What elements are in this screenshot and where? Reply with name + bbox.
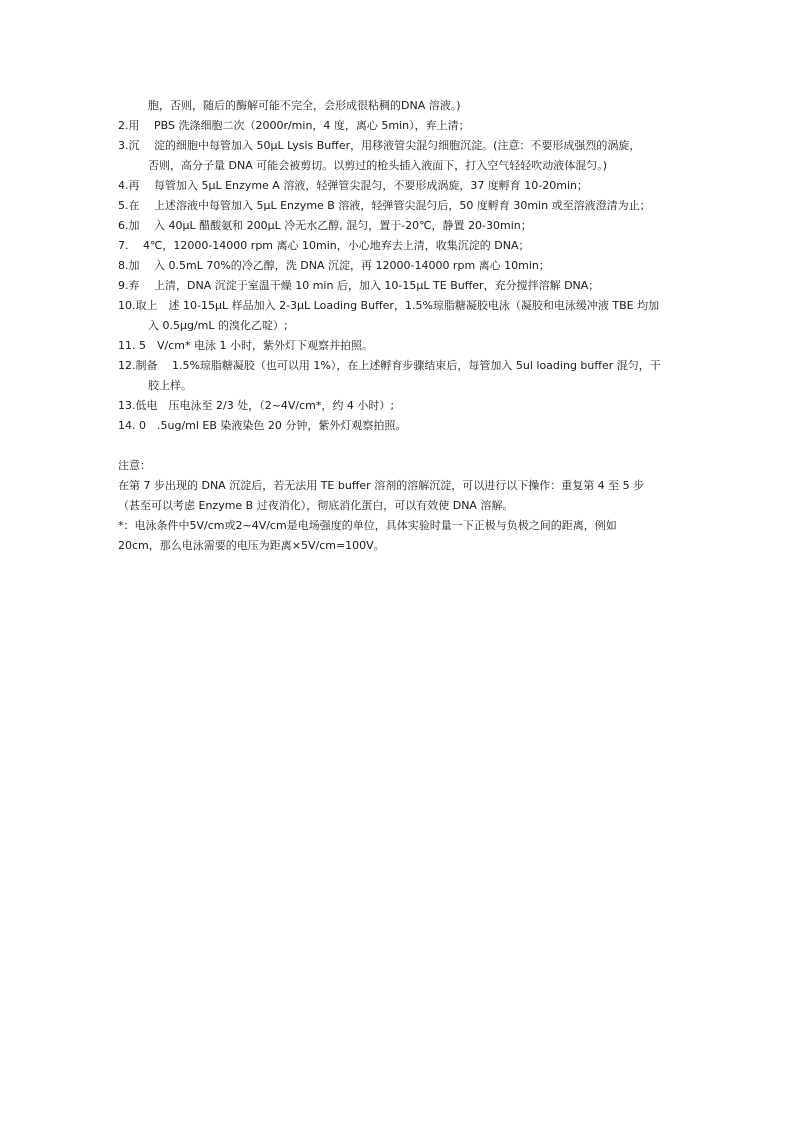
note-line-2: （甚至可以考虑 Enzyme B 过夜消化），彻底消化蛋白，可以有效使 DNA 溶解。 <box>118 499 514 512</box>
protocol-step-3: 3.沉 淀的细胞中每管加入 50μL Lysis Buffer，用移液管尖混匀细胞沉淀。(注意：不要形成强烈的涡旋， <box>118 139 641 152</box>
protocol-step-8: 8.加 入 0.5mL 70%的冷乙醇，洗 DNA 沉淀，再 12000-14000 rpm 离心 10min； <box>118 259 550 272</box>
protocol-step-5: 5.在 上述溶液中每管加入 5μL Enzyme B 溶液，轻弹管尖混匀后，50 度孵育 30min 或至溶液澄清为止； <box>118 199 651 212</box>
protocol-step-10: 10.取上 述 10-15μL 样品加入 2-3μL Loading Buffer，1.5%琼脂糖凝胶电泳（凝胶和电泳缓冲液 TBE 均加 <box>118 299 660 312</box>
notes-title: 注意： <box>118 459 151 472</box>
protocol-text <box>118 96 690 556</box>
note-line-4: 20cm，那么电泳需要的电压为距离×5V/cm=100V。 <box>118 539 385 552</box>
protocol-step-11: 11. 5 V/cm* 电泳 1 小时，紫外灯下观察并拍照。 <box>118 339 373 352</box>
protocol-step-10-continued: 入 0.5μg/mL 的溴化乙啶）; <box>148 319 288 332</box>
note-line-3: *：电泳条件中5V/cm或2~4V/cm是电场强度的单位，具体实验时量一下正极与负极之间的距离，例如 <box>118 519 617 532</box>
section-gap <box>118 436 690 456</box>
protocol-step-2: 2.用 PBS 洗涤细胞二次（2000r/min，4 度，离心 5min），弃上清； <box>118 119 470 132</box>
protocol-step-6: 6.加 入 40μL 醋酸氨和 200μL 冷无水乙醇, 混匀，置于-20℃，静置 20-30min； <box>118 219 532 232</box>
protocol-step-7: 7. 4℃，12000-14000 rpm 离心 10min，小心地弃去上清，收集沉淀的 DNA； <box>118 239 530 252</box>
protocol-step-13: 13.低电 压电泳至 2/3 处，（2~4V/cm*，约 4 小时）; <box>118 399 395 412</box>
protocol-step-14: 14. 0 .5ug/ml EB 染液染色 20 分钟，紫外灯观察拍照。 <box>118 419 407 432</box>
protocol-line: 胞，否则，随后的酶解可能不完全，会形成很粘稠的DNA 溶液。) <box>148 99 461 112</box>
note-line-1: 在第 7 步出现的 DNA 沉淀后，若无法用 TE buffer 溶剂的溶解沉淀，可以进行以下操作：重复第 4 至 5 步 <box>118 479 645 492</box>
protocol-step-3-continued: 否则，高分子量 DNA 可能会被剪切。以剪过的枪头插入液面下，打入空气轻轻吹动液体混匀。) <box>148 159 608 172</box>
protocol-step-12-continued: 胶上样。 <box>148 379 192 392</box>
protocol-step-12: 12.制备 1.5%琼脂糖凝胶（也可以用 1%），在上述孵育步骤结束后，每管加入 5ul loading buffer 混匀，干 <box>118 359 661 372</box>
protocol-step-4: 4.再 每管加入 5μL Enzyme A 溶液，轻弹管尖混匀，不要形成涡旋，37 度孵育 10-20min； <box>118 179 589 192</box>
protocol-step-9: 9.弃 上清，DNA 沉淀于室温干燥 10 min 后，加入 10-15μL TE Buffer，充分搅拌溶解 DNA； <box>118 279 600 292</box>
